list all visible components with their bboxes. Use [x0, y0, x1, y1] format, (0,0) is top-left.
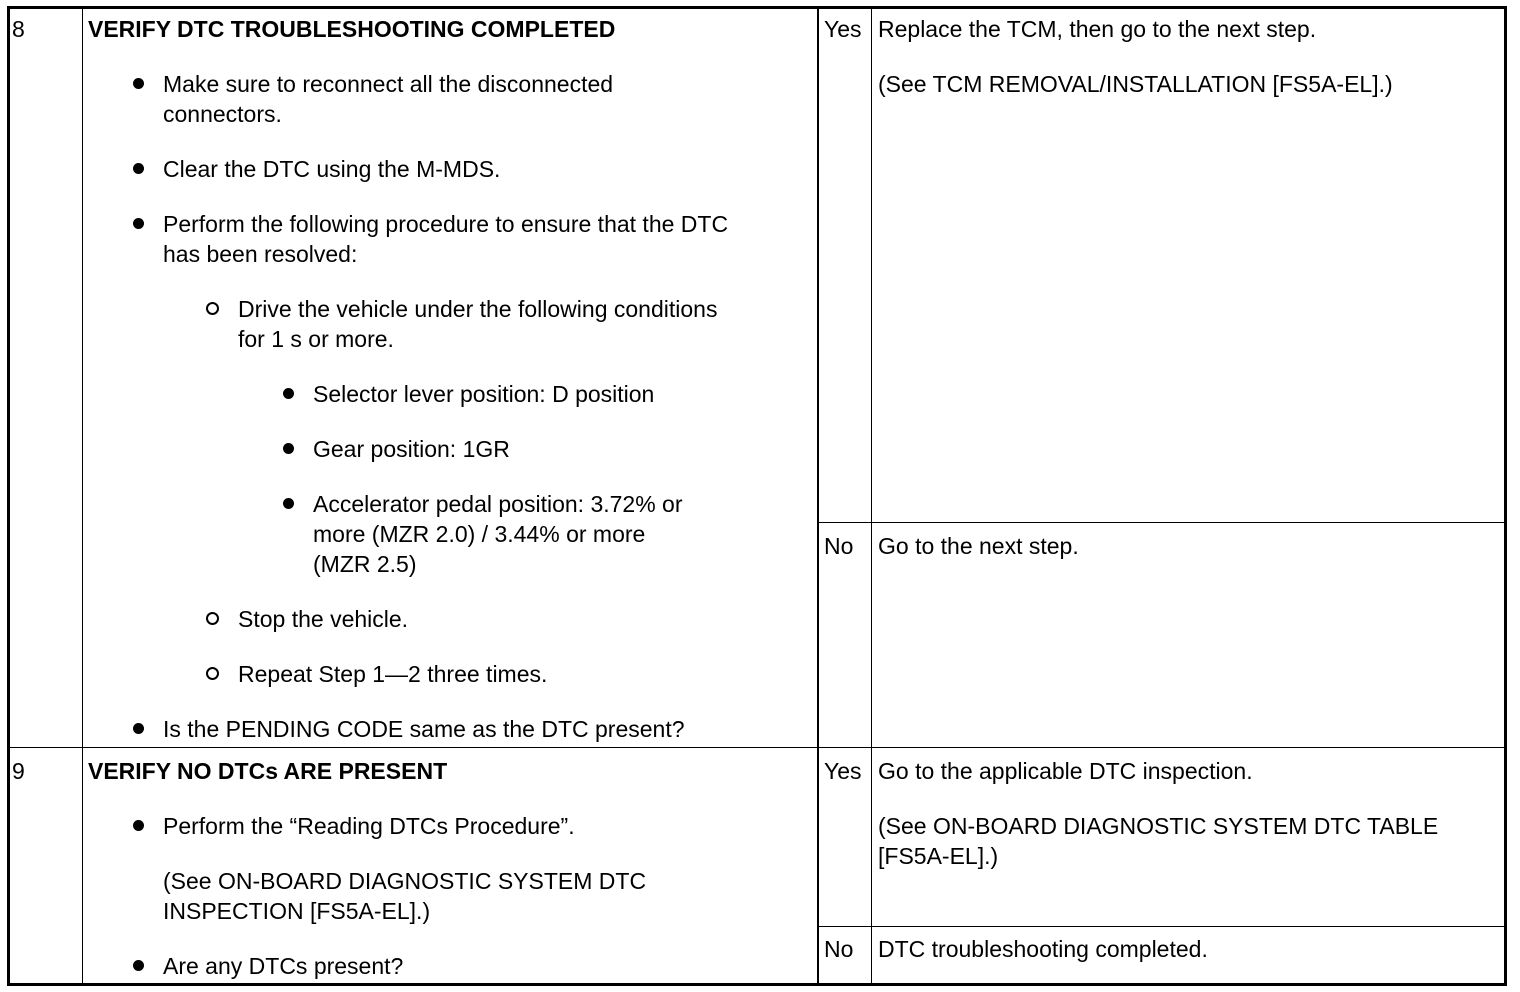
answer-yes-label: Yes: [824, 16, 862, 42]
step-number: 9: [12, 758, 25, 784]
condition-item-continuation: (MZR 2.5): [313, 551, 417, 577]
bullet-icon: [283, 443, 294, 454]
column-divider-answer: [871, 7, 872, 985]
sub-list-item: Stop the vehicle.: [238, 606, 409, 632]
bullet-icon: [283, 388, 294, 399]
bullet-icon: [133, 218, 144, 229]
list-item-continuation: has been resolved:: [163, 241, 358, 267]
row8-yes-no-divider: [818, 522, 1506, 523]
step-number: 8: [12, 16, 25, 42]
bullet-icon: [133, 163, 144, 174]
list-item: Perform the following procedure to ensure that the DTC: [163, 211, 729, 237]
list-item: Are any DTCs present?: [163, 953, 404, 979]
bullet-icon: [133, 820, 144, 831]
condition-item: Gear position: 1GR: [313, 436, 510, 462]
reference-text: (See ON-BOARD DIAGNOSTIC SYSTEM DTC: [163, 868, 647, 894]
sub-list-item: Repeat Step 1—2 three times.: [238, 661, 548, 687]
row9-yes-no-divider: [818, 926, 1506, 927]
reference-text-continuation: INSPECTION [FS5A-EL].): [163, 898, 431, 924]
circle-bullet-icon: [206, 302, 219, 315]
answer-yes-label: Yes: [824, 758, 862, 784]
circle-bullet-icon: [206, 612, 219, 625]
step-title: VERIFY NO DTCs ARE PRESENT: [88, 758, 448, 784]
answer-yes-reference: (See TCM REMOVAL/INSTALLATION [FS5A-EL].): [878, 71, 1393, 97]
circle-bullet-icon: [206, 667, 219, 680]
condition-item: Accelerator pedal position: 3.72% or: [313, 491, 683, 517]
row-divider-8-9: [9, 747, 1506, 748]
sub-list-item-continuation: for 1 s or more.: [238, 326, 394, 352]
answer-no-label: No: [824, 533, 854, 559]
list-item: Make sure to reconnect all the disconnected: [163, 71, 614, 97]
list-item: Perform the “Reading DTCs Procedure”.: [163, 813, 575, 839]
answer-no-action: Go to the next step.: [878, 533, 1079, 559]
column-divider-step: [82, 7, 83, 985]
bullet-icon: [283, 498, 294, 509]
column-divider-action: [817, 7, 819, 985]
answer-yes-reference-continuation: [FS5A-EL].): [878, 843, 999, 869]
bullet-icon: [133, 78, 144, 89]
condition-item: Selector lever position: D position: [313, 381, 655, 407]
answer-no-action: DTC troubleshooting completed.: [878, 936, 1208, 962]
list-item: Clear the DTC using the M-MDS.: [163, 156, 501, 182]
answer-no-label: No: [824, 936, 854, 962]
list-item-continuation: connectors.: [163, 101, 282, 127]
bullet-icon: [133, 960, 144, 971]
answer-yes-reference: (See ON-BOARD DIAGNOSTIC SYSTEM DTC TABLE: [878, 813, 1439, 839]
condition-item-continuation: more (MZR 2.0) / 3.44% or more: [313, 521, 646, 547]
sub-list-item: Drive the vehicle under the following conditions: [238, 296, 718, 322]
answer-yes-action: Replace the TCM, then go to the next step.: [878, 16, 1317, 42]
step-title: VERIFY DTC TROUBLESHOOTING COMPLETED: [88, 16, 616, 42]
answer-yes-action: Go to the applicable DTC inspection.: [878, 758, 1253, 784]
bullet-icon: [133, 723, 144, 734]
list-item: Is the PENDING CODE same as the DTC present?: [163, 716, 685, 742]
